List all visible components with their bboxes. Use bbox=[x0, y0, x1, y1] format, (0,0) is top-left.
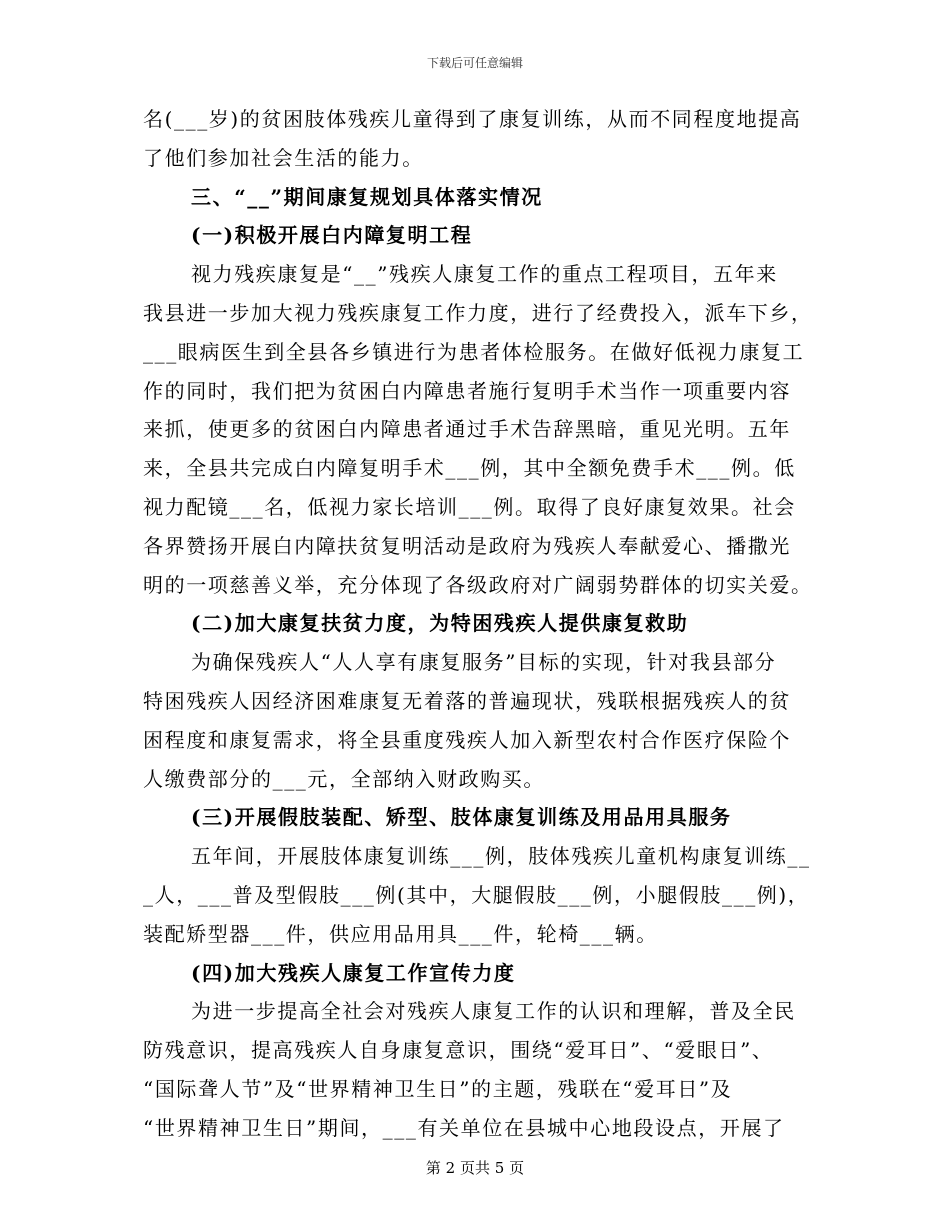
subsection-heading: (一)积极开展白内障复明工程 bbox=[191, 223, 473, 248]
paragraph-line: 人缴费部分的___元，全部纳入财政购买。 bbox=[143, 766, 545, 791]
paragraph-line: 来，全县共完成白内障复明手术___例，其中全额免费手术___例。低 bbox=[143, 456, 796, 481]
paragraph-line: 防残意识，提高残疾人自身康复意识，围绕“爱耳日”、“爱眼日”、 bbox=[143, 1038, 774, 1063]
subsection-heading: (四)加大残疾人康复工作宣传力度 bbox=[191, 960, 516, 985]
paragraph-line: 我县进一步加大视力残疾康复工作力度，进行了经费投入，派车下乡， bbox=[143, 300, 813, 325]
paragraph-line: 视力残疾康复是“__”残疾人康复工作的重点工程项目，五年来 bbox=[191, 262, 778, 287]
paragraph-line: 名(___岁)的贫困肢体残疾儿童得到了康复训练，从而不同程度地提高 bbox=[143, 107, 802, 131]
paragraph-line: 来抓，使更多的贫困白内障患者通过手术告辞黑暗，重见光明。五年 bbox=[143, 417, 791, 442]
paragraph-line: 五年间，开展肢体康复训练___例，肢体残疾儿童机构康复训练__ bbox=[191, 844, 811, 869]
paragraph-line: 为确保残疾人“人人享有康复服务”目标的实现，针对我县部分 bbox=[191, 650, 777, 675]
paragraph-line: ___眼病医生到全县各乡镇进行为患者体检服务。在做好低视力康复工 bbox=[143, 339, 805, 364]
paragraph-line: _人，___普及型假肢___例(其中，大腿假肢___例，小腿假肢___例)， bbox=[143, 882, 810, 907]
paragraph-line: 了他们参加社会生活的能力。 bbox=[143, 145, 424, 170]
page-number: 第 2 页共 5 页 bbox=[425, 1159, 525, 1177]
paragraph-line: 视力配镜___名，低视力家长培训___例。取得了良好康复效果。社会 bbox=[143, 494, 796, 519]
paragraph-line: 明的一项慈善义举，充分体现了各级政府对广阔弱势群体的切实关爱。 bbox=[143, 572, 813, 597]
paragraph-line: “国际聋人节”及“世界精神卫生日”的主题，残联在“爱耳日”及 bbox=[143, 1076, 733, 1101]
paragraph-line: 各界赞扬开展白内障扶贫复明活动是政府为残疾人奉献爱心、播撒光 bbox=[143, 533, 791, 558]
document-body bbox=[143, 100, 813, 1148]
paragraph-line: 为进一步提高全社会对残疾人康复工作的认识和理解，普及全民 bbox=[191, 999, 796, 1024]
paragraph-line: 特困残疾人因经济困难康复无着落的普遍现状，残联根据残疾人的贫 bbox=[143, 688, 791, 713]
page-header: 下载后可任意编辑 bbox=[426, 56, 523, 70]
section-heading: 三、“__”期间康复规划具体落实情况 bbox=[191, 184, 543, 209]
subsection-heading: (二)加大康复扶贫力度，为特困残疾人提供康复救助 bbox=[191, 611, 689, 636]
paragraph-line: 装配矫型器___件，供应用品用具___件，轮椅___辆。 bbox=[143, 921, 658, 946]
paragraph-line: 困程度和康复需求，将全县重度残疾人加入新型农村合作医疗保险个 bbox=[143, 727, 791, 752]
paragraph-line: “世界精神卫生日”期间，___有关单位在县城中心地段设点，开展了 bbox=[143, 1115, 785, 1140]
subsection-heading: (三)开展假肢装配、矫型、肢体康复训练及用品用具服务 bbox=[191, 805, 732, 830]
paragraph-line: 作的同时，我们把为贫困白内障患者施行复明手术当作一项重要内容 bbox=[143, 378, 791, 403]
